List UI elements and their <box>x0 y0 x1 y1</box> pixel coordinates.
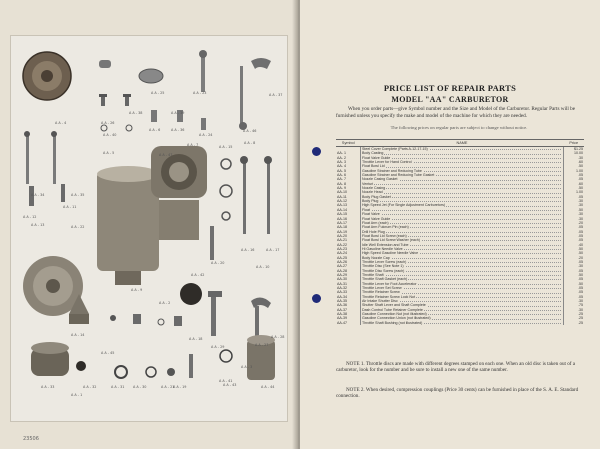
part-name: High Speed Jet (For Single Adjustment Carburetors) <box>362 203 446 208</box>
part-label: A A - 43 <box>223 383 237 387</box>
part-symbol: AA-16 <box>336 217 361 221</box>
part-name: Drill Hole Plug <box>362 229 385 234</box>
part-price: .05 <box>564 269 585 273</box>
part-bottom-row <box>31 335 275 380</box>
part-label: A A - 16 <box>241 248 255 252</box>
part-price: .05 <box>564 225 585 229</box>
part-price: .20 <box>564 256 585 260</box>
part-name: Throttle Lever Set Screw <box>362 286 402 290</box>
part-symbol: AA-26 <box>336 260 361 264</box>
part-label: A A - 34 <box>31 193 45 197</box>
part-cone-plugs <box>69 294 182 326</box>
part-label: A A - 9 <box>131 288 143 292</box>
part-name: Nozzle Casing Gasket <box>362 177 398 182</box>
part-name: Gasoline Connection Nut (not illustrated) <box>362 312 427 317</box>
part-name: Gasoline Strainer and Reducing Tube Gasket <box>362 173 435 178</box>
part-symbol: AA- 3 <box>336 160 361 164</box>
part-price: .25 <box>564 316 585 320</box>
left-page <box>0 0 298 449</box>
part-label: A A - 27 <box>255 343 269 347</box>
part-price: .05 <box>564 295 585 299</box>
part-label: A A - 5 <box>103 151 115 155</box>
part-price: .30 <box>564 199 585 203</box>
part-symbol: AA-23 <box>336 247 361 251</box>
part-label: A A - 24 <box>199 133 213 137</box>
part-price: .75 <box>564 303 585 307</box>
part-label: A A - 31 <box>111 385 125 389</box>
part-price: 10.00 <box>564 151 585 155</box>
parts-illustration <box>11 36 287 421</box>
part-name: High Speed Gasoline Needle Valve <box>362 251 419 256</box>
part-price: .30 <box>564 156 585 160</box>
part-label: A A - 42 <box>191 273 205 277</box>
part-price: .05 <box>564 277 585 281</box>
part-label: A A - 14 <box>71 333 85 337</box>
part-name: Gasoline Strainer and Reducing Tube <box>362 168 422 173</box>
part-small-cap <box>99 60 111 68</box>
part-label: A A - 37 <box>269 93 283 97</box>
note-2: NOTE 2. When desired, compression couplings (Price 30 cents) can be furnished in place of the S. A. E. Standard connection. <box>336 387 579 400</box>
part-price: .20 <box>564 221 585 225</box>
part-label: A A - 17 <box>266 248 280 252</box>
parts-table-body <box>336 147 584 326</box>
part-name: Gasoline Connection Union (not illustrated) <box>362 316 431 321</box>
part-price: .05 <box>564 260 585 264</box>
part-label: A A - 28 <box>271 335 285 339</box>
part-price: .50 <box>564 208 585 212</box>
part-name: Throttle Shaft <box>362 272 384 277</box>
part-price: .05 <box>564 177 585 181</box>
part-label: A A - 25 <box>151 91 165 95</box>
part-name: Steel Cover Complete (Parts A-12-17-15) <box>362 147 428 151</box>
part-symbol: AA-33 <box>336 290 361 294</box>
part-label: A A - 40 <box>103 133 117 137</box>
part-price: .50 <box>564 247 585 251</box>
part-label: A A - 20 <box>211 261 225 265</box>
part-name: Throttle Lever Screw (each) <box>362 259 407 264</box>
part-price: .30 <box>564 212 585 216</box>
part-label: A A - 2 <box>159 301 171 305</box>
part-symbol: AA-15 <box>336 212 361 216</box>
part-rings-right <box>220 159 232 220</box>
part-price: .50 <box>564 251 585 255</box>
part-price: 1.00 <box>564 190 585 194</box>
part-price: .30 <box>564 217 585 221</box>
part-symbol: AA-13 <box>336 203 361 207</box>
part-label: A A - 47 <box>159 153 173 157</box>
part-name: Throttle Shaft Bushing (not illustrated) <box>362 320 423 325</box>
part-symbol: AA-31 <box>336 282 361 286</box>
part-name: Nozzle Head <box>362 190 383 195</box>
part-symbol: AA-21 <box>336 238 361 242</box>
part-price: .05 <box>564 286 585 290</box>
part-name: Shutter Shaft Lever and Shaft Complete <box>362 303 426 308</box>
part-symbol: AA-14 <box>336 208 361 212</box>
part-symbol: AA-30 <box>336 277 361 281</box>
part-name: Body Casting <box>362 151 384 156</box>
part-label: A A - 6 <box>149 128 161 132</box>
part-name: Body Nozzle Cap <box>362 255 390 260</box>
part-symbol: AA-20 <box>336 234 361 238</box>
part-label: A A - 21 <box>161 385 175 389</box>
part-symbol: AA-29 <box>336 273 361 277</box>
part-needle-stem <box>199 50 207 92</box>
part-name: Float Valve Guide <box>362 155 391 160</box>
part-label: A A - 38 <box>129 111 143 115</box>
part-label: A A - 15 <box>219 145 233 149</box>
part-price: .05 <box>564 230 585 234</box>
part-symbol: AA-27 <box>336 264 361 268</box>
part-symbol: AA-37 <box>336 308 361 312</box>
part-float <box>180 283 202 305</box>
table-header-row <box>336 140 584 147</box>
part-label: A A - 46 <box>243 129 257 133</box>
part-name: Float Valve <box>362 212 380 217</box>
ordering-instructions: When you order parts—give Symbol number and the Size and Model of the Carburetor. Regular Parts will be furnished unless you specify the make and model of the machine for which they are needed. <box>336 106 576 119</box>
part-symbol: AA-47 <box>336 321 361 325</box>
binder-hole-top <box>312 147 321 156</box>
part-label: A A - 19 <box>173 385 187 389</box>
part-symbol: AA- 5 <box>336 169 361 173</box>
part-symbol: AA-38 <box>336 312 361 316</box>
part-label: A A - 18 <box>189 337 203 341</box>
table-row <box>336 321 584 325</box>
part-name: Idle Well Extension and Tube <box>362 242 409 247</box>
part-name: Float Bowl Lid Screw Washer (each) <box>362 238 420 243</box>
part-needle-valves-right <box>210 156 272 260</box>
part-name: Hi Gasoline Needle Valve <box>362 246 403 251</box>
part-label: A A - 45 <box>101 351 115 355</box>
part-symbol: AA-11 <box>336 195 361 199</box>
part-price: .60 <box>564 160 585 164</box>
part-label: A A - 29 <box>211 345 225 349</box>
part-label: A A - 10 <box>256 265 270 269</box>
part-symbol: AA-36 <box>336 303 361 307</box>
part-name-cell <box>361 321 564 325</box>
part-name: Float Bowl Lid Screw (each) <box>362 233 407 238</box>
part-price: .05 <box>564 173 585 177</box>
part-label: A A - 3 <box>241 365 253 369</box>
part-name: Throttle Retainer Screw Lock Nut <box>362 294 415 299</box>
part-price: .25 <box>564 321 585 325</box>
part-price: .25 <box>564 312 585 316</box>
part-name: Venturi <box>362 181 374 186</box>
part-name: Throttle Disc (See Note 1) <box>362 264 404 269</box>
part-label: A A - 8 <box>244 141 256 145</box>
part-price: .30 <box>564 203 585 207</box>
part-symbol: AA- 4 <box>336 164 361 168</box>
part-symbol: AA- 2 <box>336 156 361 160</box>
part-symbol: AA-10 <box>336 190 361 194</box>
part-name: Float Arm Fulcrum Pin (each) <box>362 225 409 230</box>
part-label: A A - 36 <box>171 128 185 132</box>
part-name: Throttle Lever for Hand Control <box>362 160 412 165</box>
price-change-notice: The following prices on regular parts are subject to change without notice. <box>390 125 528 130</box>
part-price: .50 <box>564 273 585 277</box>
part-name: Throttle Shaft Gasket (each) <box>362 277 408 282</box>
part-price: .50 <box>564 282 585 286</box>
part-lever-arm <box>240 58 271 126</box>
part-symbol: AA-24 <box>336 251 361 255</box>
note-1: NOTE 1. Throttle discs are made with different degrees stamped on each one. When an old disc is taken out of a carburetor, look for the number and be sure to install a new one of the same number. <box>336 361 576 374</box>
part-label: A A - 44 <box>261 385 275 389</box>
plate-code: 23506 <box>23 436 39 442</box>
part-label: A A - 41 <box>219 379 233 383</box>
part-name: Dash Control Tube Retainer Complete <box>362 307 423 312</box>
part-name: Throttle Lever for Foot Accelerator <box>362 281 417 286</box>
part-label: A A - 39 <box>171 111 185 115</box>
part-symbol: AA-25 <box>336 256 361 260</box>
part-name: Float Bowl Lid <box>362 164 385 169</box>
part-label: A A - 11 <box>63 205 77 209</box>
part-label: A A - 23 <box>193 91 207 95</box>
part-symbol: AA- 6 <box>336 173 361 177</box>
part-label: A A - 13 <box>31 223 45 227</box>
part-price: .60 <box>564 182 585 186</box>
part-price: .30 <box>564 299 585 303</box>
right-page <box>300 0 600 449</box>
part-name: Throttle Retainer Screw <box>362 290 400 295</box>
part-symbol: AA- 1 <box>336 151 361 155</box>
part-symbol: AA- 7 <box>336 177 361 181</box>
part-symbol: AA-18 <box>336 225 361 229</box>
page-subtitle: MODEL "AA" CARBURETOR <box>391 95 509 104</box>
part-price: .05 <box>564 234 585 238</box>
part-label: A A - 33 <box>41 385 55 389</box>
part-symbol: AA-12 <box>336 199 361 203</box>
part-name: Nozzle Casing <box>362 186 386 191</box>
part-price: .40 <box>564 243 585 247</box>
part-symbol: AA-19 <box>336 230 361 234</box>
part-label: A A - 26 <box>101 121 115 125</box>
parts-photo-plate <box>10 35 288 442</box>
part-symbol: AA-39 <box>336 316 361 320</box>
column-header-symbol: Symbol <box>336 140 361 147</box>
part-name: Body Plug Gasket <box>362 194 391 199</box>
part-shutter-shaft <box>208 291 271 336</box>
page-title: PRICE LIST OF REPAIR PARTS <box>383 83 517 93</box>
part-price: .05 <box>564 195 585 199</box>
part-price: 1.00 <box>564 169 585 173</box>
part-price: .30 <box>564 308 585 312</box>
part-price: .50 <box>564 186 585 190</box>
part-symbol: AA-32 <box>336 286 361 290</box>
part-price: .30 <box>564 264 585 268</box>
part-label: A A - 35 <box>71 193 85 197</box>
part-label: A A - 30 <box>133 385 147 389</box>
part-price: .05 <box>564 238 585 242</box>
part-price: .50 <box>564 164 585 168</box>
part-symbol: AA-22 <box>336 243 361 247</box>
part-label: A A - 7 <box>187 143 199 147</box>
part-name: Body Plug <box>362 199 379 204</box>
part-label: A A - 1 <box>71 393 83 397</box>
part-throttle-lever <box>139 69 163 83</box>
part-symbol: AA-28 <box>336 269 361 273</box>
part-nameplate-disc <box>23 52 71 100</box>
part-name: Float <box>362 207 370 212</box>
part-name: Float Valve Guide <box>362 216 391 221</box>
part-label: A A - 12 <box>23 215 37 219</box>
part-symbol: AA-17 <box>336 221 361 225</box>
part-label: A A - 4 <box>55 121 67 125</box>
column-header-price: Price <box>564 140 585 147</box>
part-symbol: AA- 8 <box>336 182 361 186</box>
part-label: A A - 32 <box>83 385 97 389</box>
part-price: $1.25 <box>564 147 585 152</box>
column-header-name: NAME <box>361 140 564 147</box>
parts-price-table <box>336 139 584 325</box>
part-name: Throttle Disc Screw (each) <box>362 268 405 273</box>
part-label: A A - 22 <box>71 225 85 229</box>
part-body-casting <box>97 146 207 285</box>
binder-hole-bottom <box>312 294 321 303</box>
part-name: Air Intake Shutter Disc <box>362 299 398 304</box>
part-symbol: AA-34 <box>336 295 361 299</box>
part-symbol: AA-35 <box>336 299 361 303</box>
part-symbol: AA- 9 <box>336 186 361 190</box>
part-price: .05 <box>564 290 585 294</box>
part-name: Float Arm (each) <box>362 220 389 225</box>
